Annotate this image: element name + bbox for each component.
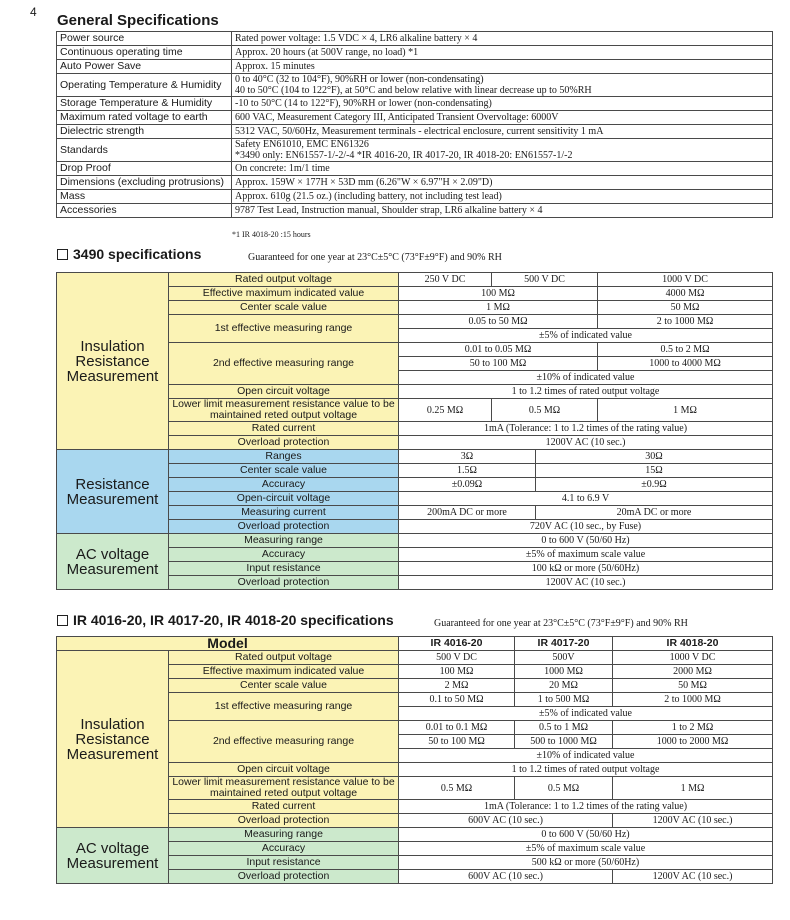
row-label: Center scale value <box>169 679 399 693</box>
row-label: Overload protection <box>169 576 399 590</box>
row-label: Lower limit measurement resistance value to be maintained reted output voltage <box>169 399 399 422</box>
cell: 0 to 600 V (50/60 Hz) <box>399 828 773 842</box>
row-label: Overload protection <box>169 520 399 534</box>
cell: 3Ω <box>399 450 536 464</box>
row-label: 1st effective measuring range <box>169 315 399 343</box>
general-spec-value-line: 40 to 50°C (104 to 122°F), at 50°C and below relative with linear decrease up to 50%RH <box>235 85 592 96</box>
general-spec-label: Drop Proof <box>57 162 232 176</box>
row-label: Open-circuit voltage <box>169 492 399 506</box>
cell: 250 V DC <box>399 273 492 287</box>
cell: 0.01 to 0.1 MΩ <box>399 721 515 735</box>
cell: 1 MΩ <box>399 301 598 315</box>
cell: 0.01 to 0.05 MΩ <box>399 343 598 357</box>
row-label: Measuring range <box>169 534 399 548</box>
cell: 1mA (Tolerance: 1 to 1.2 times of the rating value) <box>399 422 773 436</box>
cell: 1200V AC (10 sec.) <box>399 436 773 450</box>
row-label: Rated current <box>169 422 399 436</box>
cell: 15Ω <box>536 464 773 478</box>
row-label: 1st effective measuring range <box>169 693 399 721</box>
cell: 50 to 100 MΩ <box>399 735 515 749</box>
ac-group-label: AC voltage Measurement <box>57 828 169 884</box>
row-label: Effective maximum indicated value <box>169 665 399 679</box>
general-spec-label: Operating Temperature & Humidity <box>57 74 232 97</box>
resistance-group-label: Resistance Measurement <box>57 450 169 534</box>
cell: 0.05 to 50 MΩ <box>399 315 598 329</box>
cell: 1200V AC (10 sec.) <box>399 576 773 590</box>
general-spec-value: Approx. 15 minutes <box>232 60 773 74</box>
row-label: Effective maximum indicated value <box>169 287 399 301</box>
model-ir4018: IR 4018-20 <box>613 637 773 651</box>
cell: 600V AC (10 sec.) <box>399 870 613 884</box>
general-specs-title: General Specifications <box>57 12 219 29</box>
cell: 30Ω <box>536 450 773 464</box>
row-label: Lower limit measurement resistance value to be maintained reted output voltage <box>169 777 399 800</box>
cell: 1 MΩ <box>598 399 773 422</box>
cell: 0.5 to 1 MΩ <box>515 721 613 735</box>
cell: 1000 to 2000 MΩ <box>613 735 773 749</box>
specIR-guarantee: Guaranteed for one year at 23°C±5°C (73°F±9°F) and 90% RH <box>434 618 688 629</box>
row-label: Measuring current <box>169 506 399 520</box>
general-spec-row <box>57 97 773 111</box>
general-spec-value-line: 0 to 40°C (32 to 104°F), 90%RH or lower (non-condensating) <box>235 74 484 85</box>
general-spec-value: 5312 VAC, 50/60Hz, Measurement terminals - electrical enclosure, current sensitivity 1 mA <box>232 125 773 139</box>
cell: 1000 to 4000 MΩ <box>598 357 773 371</box>
general-spec-value: 9787 Test Lead, Instruction manual, Shoulder strap, LR6 alkaline battery × 4 <box>232 204 773 218</box>
cell: 0 to 600 V (50/60 Hz) <box>399 534 773 548</box>
checkbox-square-icon <box>57 249 68 260</box>
cell: 500 V DC <box>399 651 515 665</box>
row-label: Center scale value <box>169 464 399 478</box>
cell: ±0.09Ω <box>399 478 536 492</box>
general-spec-label: Storage Temperature & Humidity <box>57 97 232 111</box>
general-spec-value: -10 to 50°C (14 to 122°F), 90%RH or lower (non-condensating) <box>232 97 773 111</box>
spec3490-table <box>56 272 773 590</box>
general-spec-row <box>57 74 773 97</box>
row-label: Accuracy <box>169 548 399 562</box>
cell: 20 MΩ <box>515 679 613 693</box>
spec3490-guarantee: Guaranteed for one year at 23°C±5°C (73°F±9°F) and 90% RH <box>248 252 502 263</box>
general-spec-label: Standards <box>57 139 232 162</box>
cell: 2000 MΩ <box>613 665 773 679</box>
cell: ±10% of indicated value <box>399 749 773 763</box>
row-label: Accuracy <box>169 478 399 492</box>
cell: 600V AC (10 sec.) <box>399 814 613 828</box>
general-spec-row <box>57 176 773 190</box>
specIR-title: IR 4016-20, IR 4017-20, IR 4018-20 specifications <box>73 612 394 628</box>
row-label: Ranges <box>169 450 399 464</box>
cell: 4.1 to 6.9 V <box>399 492 773 506</box>
cell: 1 MΩ <box>613 777 773 800</box>
cell: 50 MΩ <box>613 679 773 693</box>
page-number: 4 <box>30 5 37 19</box>
row-label: 2nd effective measuring range <box>169 343 399 385</box>
spec3490-heading <box>57 246 201 262</box>
cell: 0.5 MΩ <box>399 777 515 800</box>
cell: ±10% of indicated value <box>399 371 773 385</box>
row-label: Open circuit voltage <box>169 763 399 777</box>
model-ir4017: IR 4017-20 <box>515 637 613 651</box>
cell: ±5% of maximum scale value <box>399 548 773 562</box>
cell: 100 MΩ <box>399 665 515 679</box>
general-spec-label: Mass <box>57 190 232 204</box>
row-label: Center scale value <box>169 301 399 315</box>
cell: 1000 V DC <box>598 273 773 287</box>
cell: 500 to 1000 MΩ <box>515 735 613 749</box>
cell: 1200V AC (10 sec.) <box>613 870 773 884</box>
general-spec-value <box>232 139 773 162</box>
cell: 200mA DC or more <box>399 506 536 520</box>
general-spec-value: 600 VAC, Measurement Category III, Anticipated Transient Overvoltage: 6000V <box>232 111 773 125</box>
general-spec-value-line: Safety EN61010, EMC EN61326 <box>235 139 369 150</box>
cell: 1 to 500 MΩ <box>515 693 613 707</box>
cell: 500V <box>515 651 613 665</box>
general-spec-label: Dielectric strength <box>57 125 232 139</box>
general-spec-row <box>57 111 773 125</box>
general-spec-label: Accessories <box>57 204 232 218</box>
general-spec-value <box>232 74 773 97</box>
cell: 0.25 MΩ <box>399 399 492 422</box>
row-label: Accuracy <box>169 842 399 856</box>
cell: 50 MΩ <box>598 301 773 315</box>
cell: 4000 MΩ <box>598 287 773 301</box>
spec3490-title: 3490 specifications <box>73 246 202 262</box>
general-spec-row <box>57 162 773 176</box>
ac-group-label: AC voltage Measurement <box>57 534 169 590</box>
model-header: Model <box>57 637 399 651</box>
cell: 0.5 MΩ <box>492 399 598 422</box>
cell: 1 to 2 MΩ <box>613 721 773 735</box>
general-spec-label: Maximum rated voltage to earth <box>57 111 232 125</box>
general-spec-value: On concrete: 1m/1 time <box>232 162 773 176</box>
general-spec-value: Rated power voltage: 1.5 VDC × 4, LR6 alkaline battery × 4 <box>232 32 773 46</box>
cell: 100 kΩ or more (50/60Hz) <box>399 562 773 576</box>
cell: 1200V AC (10 sec.) <box>613 814 773 828</box>
row-label: 2nd effective measuring range <box>169 721 399 763</box>
cell: 1.5Ω <box>399 464 536 478</box>
general-spec-label: Dimensions (excluding protrusions) <box>57 176 232 190</box>
cell: 500 kΩ or more (50/60Hz) <box>399 856 773 870</box>
cell: 2 MΩ <box>399 679 515 693</box>
general-spec-row <box>57 60 773 74</box>
general-spec-row <box>57 46 773 60</box>
general-spec-row <box>57 190 773 204</box>
cell: 1 to 1.2 times of rated output voltage <box>399 385 773 399</box>
general-spec-label: Continuous operating time <box>57 46 232 60</box>
row-label: Overload protection <box>169 870 399 884</box>
general-specs-table <box>56 31 773 218</box>
cell: 0.5 to 2 MΩ <box>598 343 773 357</box>
checkbox-square-icon <box>57 615 68 626</box>
cell: 0.1 to 50 MΩ <box>399 693 515 707</box>
row-label: Overload protection <box>169 436 399 450</box>
general-spec-value: Approx. 159W × 177H × 53D mm (6.26"W × 6.97"H × 2.09"D) <box>232 176 773 190</box>
row-label: Open circuit voltage <box>169 385 399 399</box>
cell: 1000 MΩ <box>515 665 613 679</box>
footnote: *1 IR 4018-20 :15 hours <box>232 230 311 239</box>
row-label: Overload protection <box>169 814 399 828</box>
row-label: Rated output voltage <box>169 273 399 287</box>
cell: 50 to 100 MΩ <box>399 357 598 371</box>
general-spec-row <box>57 125 773 139</box>
row-label: Rated current <box>169 800 399 814</box>
cell: 500 V DC <box>492 273 598 287</box>
cell: 1000 V DC <box>613 651 773 665</box>
cell: ±5% of indicated value <box>399 329 773 343</box>
cell: ±0.9Ω <box>536 478 773 492</box>
row-label: Measuring range <box>169 828 399 842</box>
general-spec-row <box>57 139 773 162</box>
general-spec-label: Power source <box>57 32 232 46</box>
insulation-group-label: Insulation Resistance Measurement <box>57 273 169 450</box>
cell: 0.5 MΩ <box>515 777 613 800</box>
row-label: Rated output voltage <box>169 651 399 665</box>
general-spec-value-line: *3490 only: EN61557-1/-2/-4 *IR 4016-20, IR 4017-20, IR 4018-20: EN61557-1/-2 <box>235 150 573 161</box>
cell: 1mA (Tolerance: 1 to 1.2 times of the rating value) <box>399 800 773 814</box>
row-label: Input resistance <box>169 562 399 576</box>
row-label: Input resistance <box>169 856 399 870</box>
cell: 100 MΩ <box>399 287 598 301</box>
cell: 2 to 1000 MΩ <box>613 693 773 707</box>
cell: 720V AC (10 sec., by Fuse) <box>399 520 773 534</box>
insulation-group-label: Insulation Resistance Measurement <box>57 651 169 828</box>
specIR-table <box>56 636 773 884</box>
general-spec-label: Auto Power Save <box>57 60 232 74</box>
cell: ±5% of indicated value <box>399 707 773 721</box>
general-spec-value: Approx. 20 hours (at 500V range, no load) *1 <box>232 46 773 60</box>
cell: 2 to 1000 MΩ <box>598 315 773 329</box>
cell: 1 to 1.2 times of rated output voltage <box>399 763 773 777</box>
general-spec-row <box>57 204 773 218</box>
model-ir4016: IR 4016-20 <box>399 637 515 651</box>
specIR-heading <box>57 612 394 628</box>
cell: ±5% of maximum scale value <box>399 842 773 856</box>
general-spec-value: Approx. 610g (21.5 oz.) (including battery, not including test lead) <box>232 190 773 204</box>
cell: 20mA DC or more <box>536 506 773 520</box>
general-spec-row <box>57 32 773 46</box>
